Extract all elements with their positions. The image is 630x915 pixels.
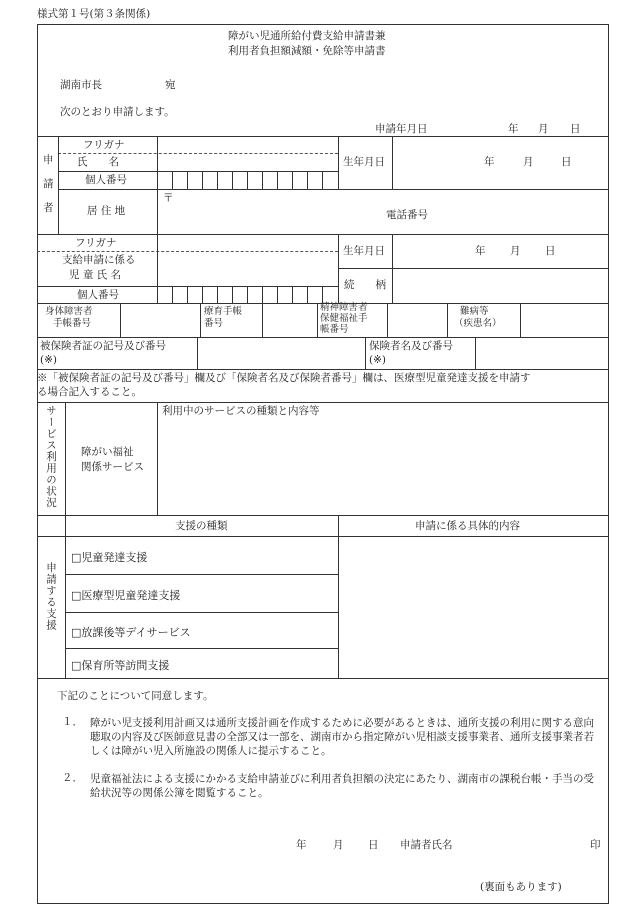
service-category-line1: 障がい福祉 xyxy=(81,446,134,458)
child-birth-month: 月 xyxy=(510,245,521,257)
insurance-note-line2: る場合記入すること。 xyxy=(37,386,142,398)
applicant-address-label: 居 住 地 xyxy=(87,205,126,217)
insurer-label-2: (※) xyxy=(369,354,386,366)
child-relationship-label: 続 柄 xyxy=(344,279,386,291)
insurance-cert-label-2: (※) xyxy=(40,354,57,366)
mental-handbook-label-1: 精神障害者 xyxy=(320,302,368,313)
form-title-line2: 利用者負担額減額・免除等申請書 xyxy=(228,45,386,57)
consent-item1-text: 障がい児支援利用計画又は通所支援計画を作成するために必要があるときは、通所支援の利用に関する意向聴取の内容及び医師意見書の全部又は一部を、湖南市から指定障がい児相談支援事業者、通所支援事業者若しくは障がい児入所施設の関係人に提示すること。 xyxy=(90,717,594,757)
support-option-after-school-day-service[interactable]: □放課後等デイサービス xyxy=(71,626,191,639)
service-content-label: 利用中のサービスの種類と内容等 xyxy=(162,405,320,417)
applicant-section-char-2: 請 xyxy=(43,178,54,190)
child-furigana-label: フリガナ xyxy=(75,237,117,249)
child-individual-number-label: 個人番号 xyxy=(77,289,119,301)
child-birth-day: 日 xyxy=(545,245,556,257)
consent-intro: 下記のことについて同意します。 xyxy=(57,690,214,702)
consent-item1-number: １． xyxy=(62,716,83,728)
intro-text: 次のとおり申請します。 xyxy=(60,106,175,118)
service-section-label: サービス利用の状況 xyxy=(45,405,57,509)
child-name-label-line2: 児 童 氏 名 xyxy=(69,269,122,281)
physical-handbook-label-2: 手帳番号 xyxy=(53,318,92,329)
applicant-birthdate-label: 生年月日 xyxy=(343,156,385,168)
support-option-nursery-visit-support[interactable]: □保育所等訪問支援 xyxy=(71,659,170,672)
physical-handbook-label-1: 身体障害者 xyxy=(45,306,93,317)
application-date-label: 申請年月日 xyxy=(375,123,428,135)
application-date-month: 月 xyxy=(538,123,549,135)
insurance-note-line1: ※「被保険者証の記号及び番号」欄及び「保険者名及び保険者番号」欄は、医療型児童発達支援を申請す xyxy=(37,372,531,384)
signature-seal-mark: 印 xyxy=(590,839,601,851)
mental-handbook-label-3: 帳番号 xyxy=(320,324,349,335)
support-option-medical-child-development[interactable]: □医療型児童発達支援 xyxy=(71,589,181,602)
applicant-furigana-label: フリガナ xyxy=(83,139,125,151)
signature-applicant-name-label: 申請者氏名 xyxy=(400,839,453,851)
support-type-header: 支援の種類 xyxy=(175,520,228,532)
consent-item2-text: 児童福祉法による支援にかかる支給申請並びに利用者負担額の決定にあたり、湖南市の課税台帳・手当の受給状況等の関係公簿を閲覧すること。 xyxy=(90,773,594,799)
child-birthdate-label: 生年月日 xyxy=(343,245,385,257)
form-number: 様式第１号(第３条関係) xyxy=(37,8,151,20)
applicant-birth-day: 日 xyxy=(561,156,572,168)
support-section-label: 申請する支援 xyxy=(45,562,57,631)
service-category-line2: 関係サービス xyxy=(81,461,144,473)
signature-year: 年 xyxy=(296,839,307,851)
disease-label-1: 難病等 xyxy=(460,306,489,317)
rehab-handbook-label-1: 療育手帳 xyxy=(204,306,243,317)
applicant-section-char-3: 者 xyxy=(43,202,54,214)
back-side-note: (裏面もあります) xyxy=(480,881,562,893)
applicant-birth-year: 年 xyxy=(484,156,495,168)
form-title-line1: 障がい児通所給付費支給申請書兼 xyxy=(228,30,386,42)
insurance-cert-label-1: 被保険者証の記号及び番号 xyxy=(40,340,166,352)
insurer-label-1: 保険者名及び番号 xyxy=(369,340,453,352)
applicant-individual-number-label: 個人番号 xyxy=(85,174,127,186)
consent-item2-number: ２． xyxy=(62,772,83,784)
application-date-day: 日 xyxy=(570,123,581,135)
mental-handbook-label-2: 保健福祉手 xyxy=(320,313,368,324)
addressee: 湖南市長 xyxy=(60,79,102,91)
signature-month: 月 xyxy=(333,839,344,851)
support-option-child-development[interactable]: □児童発達支援 xyxy=(71,551,148,564)
applicant-name-label: 氏 名 xyxy=(77,156,119,168)
disease-label-2: （疾患名） xyxy=(454,318,502,329)
support-content-header: 申請に係る具体的内容 xyxy=(415,520,520,532)
child-birth-year: 年 xyxy=(475,245,486,257)
addressee-suffix: 宛 xyxy=(165,79,176,91)
child-name-label-line1: 支給申請に係る xyxy=(62,254,136,266)
rehab-handbook-label-2: 番号 xyxy=(204,318,224,329)
application-date-year: 年 xyxy=(508,123,519,135)
applicant-section-char-1: 申 xyxy=(43,154,54,166)
applicant-birth-month: 月 xyxy=(523,156,534,168)
postal-mark: 〒 xyxy=(163,192,174,204)
applicant-phone-label: 電話番号 xyxy=(386,209,428,221)
signature-day: 日 xyxy=(368,839,379,851)
